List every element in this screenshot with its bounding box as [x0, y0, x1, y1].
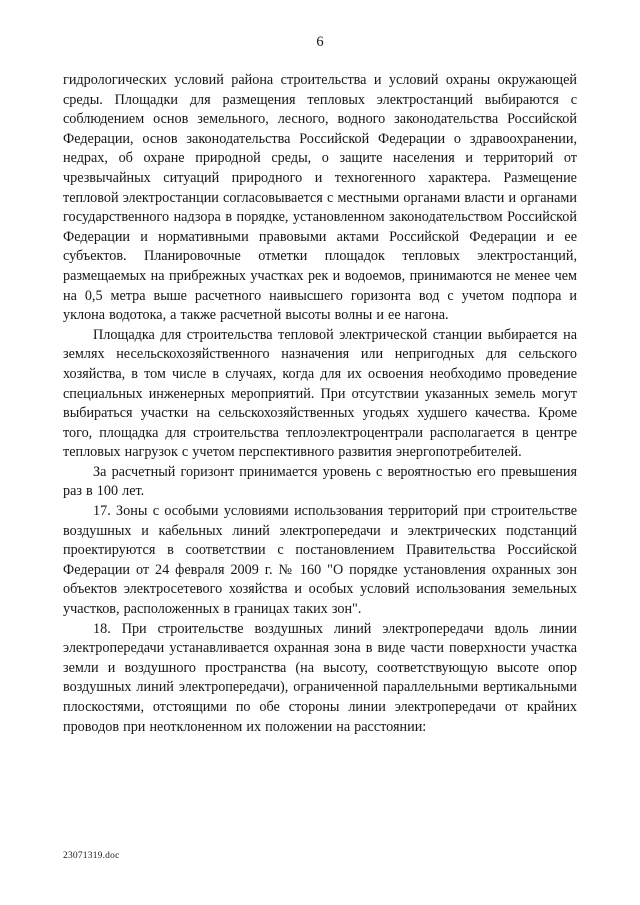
page-number: 6	[316, 34, 324, 50]
paragraph-item-17: 17. Зоны с особыми условиями использования территорий при строительстве воздушных и кабельных линий электропередачи и электрических подстанций проектируются в соответствии с постановлением Правительства Российской Федерации от 24 февраля 2009 г. № 160 "О порядке установления охранных зон объектов электросетевого хозяйства и особых условий использования земельных участков, расположенных в границах таких зон".	[63, 503, 577, 618]
body-text	[63, 71, 577, 737]
paragraph-continuation: гидрологических условий района строительства и условий охраны окружающей среды. Площадки для размещения тепловых электростанций выбираются с соблюдением основ земельного, лесного, водного законодательства Российской Федерации, основ законодательства Российской Федерации о здравоохранении, недрах, об охране природной среды, о защите населения и территорий от чрезвычайных ситуаций природного и техногенного характера. Размещение тепловой электростанции согласовывается с местными органами власти и органами государственного надзора в порядке, установленном законодательством Российской Федерации и нормативными правовыми актами Российской Федерации и ее субъектов. Планировочные отметки площадок тепловых электростанций, размещаемых на прибрежных участках рек и водоемов, принимаются не менее чем на 0,5 метра выше расчетного наивысшего горизонта вод с учетом подпора и уклона водотока, а также расчетной высоты волны и ее нагона.	[63, 72, 577, 324]
paragraph-item-18: 18. При строительстве воздушных линий электропередачи вдоль линии электропередачи устанавливается охранная зона в виде части поверхности участка земли и воздушного пространства (на высоту, соответствующую высоте опор воздушных линий электропередачи), ограниченной параллельными вертикальными плоскостями, отстоящими по обе стороны линии электропередачи от крайних проводов при неотклоненном их положении на расстоянии:	[63, 620, 577, 735]
paragraph-design-horizon: За расчетный горизонт принимается уровень с вероятностью его превышения раз в 100 лет.	[63, 463, 577, 500]
footer-filename: 23071319.doc	[63, 851, 120, 861]
paragraph-site-selection: Площадка для строительства тепловой электрической станции выбирается на землях несельскохозяйственного назначения или непригодных для сельского хозяйства, в том числе в случаях, когда для их освоения необходимо проведение специальных инженерных мероприятий. При отсутствии указанных земель могут выбираться участки на сельскохозяйственных угодьях худшего качества. Кроме того, площадка для строительства теплоэлектроцентрали располагается в центре тепловых нагрузок с учетом перспективного развития энергопотребителей.	[63, 326, 577, 461]
